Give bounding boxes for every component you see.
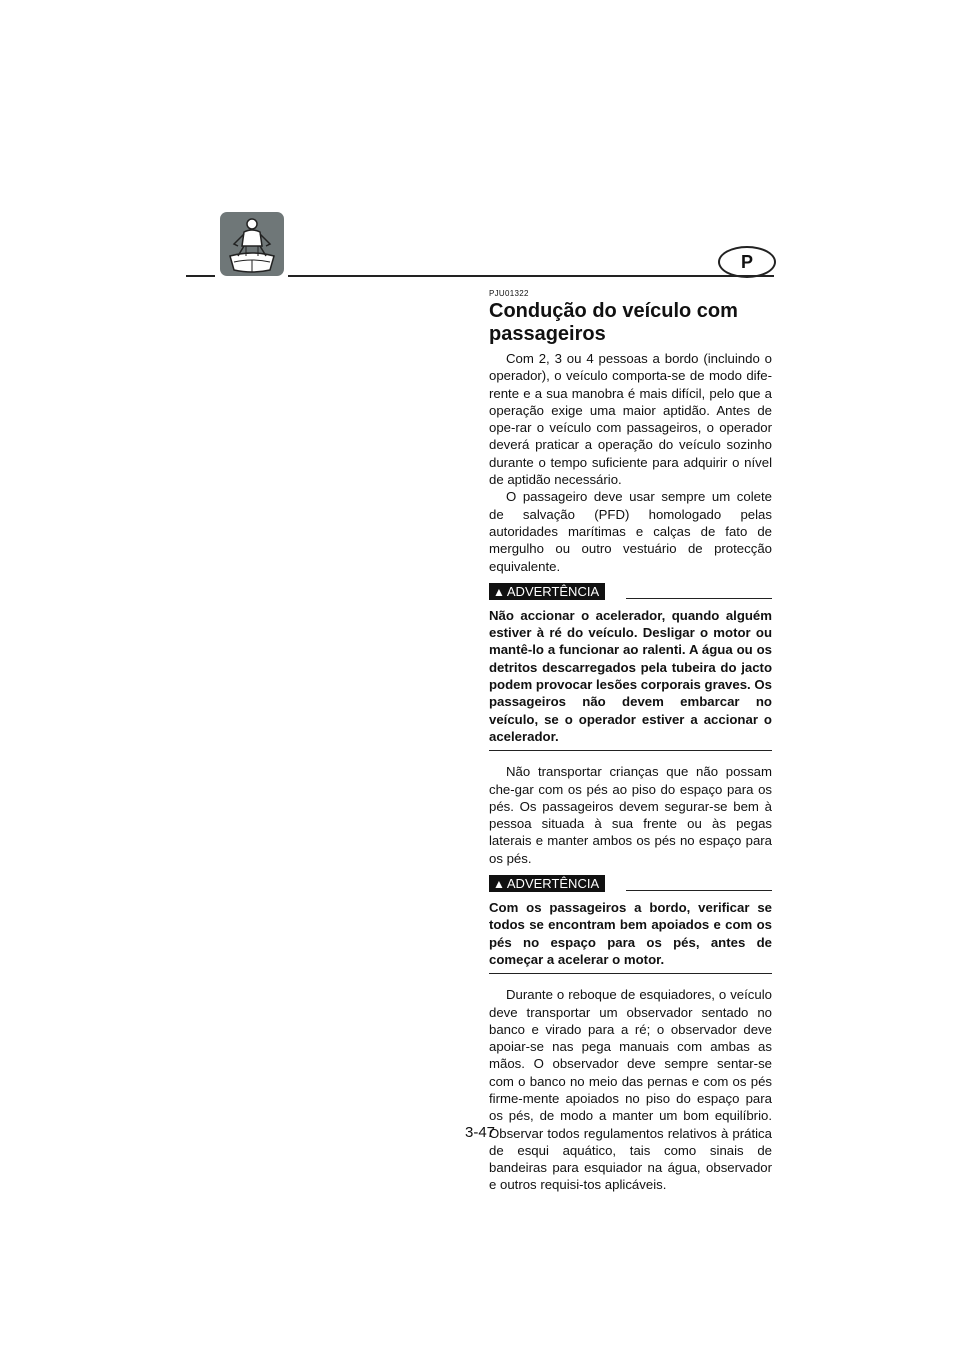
header-rule-right (288, 275, 774, 277)
warning-header-2 (489, 875, 772, 895)
warning-header-1 (489, 583, 772, 603)
warning-text-1: Não accionar o acelerador, quando alguém estiver à ré do veículo. Desligar o motor ou mantê-lo a funcionar ao ralenti. A água ou os detritos descarregados pela tubeira do jacto podem provocar lesões corporais graves. Os passageiros não devem embarcar no veículo, se o operador estiver a accionar o acelerador. (489, 607, 772, 744)
warning-text-2: Com os passageiros a bordo, verificar se todos se encontram bem apoiados e com os pés no espaço para os pés, antes de começar a acelerar o motor. (489, 900, 772, 967)
warning-bottom-rule-1 (489, 750, 772, 751)
paragraph-4: Durante o reboque de esquiadores, o veículo deve transportar um observador sentado no banco e virado para a ré; o observador deve apoiar-se nas pega manuais com ambas as mãos. O observador deve sempre sentar-se com o banco no meio das pernas e com os pés firme-mente apoiados no piso do espaço para os pés, de modo a manter um bom equilíbrio. Observar todos regulamentos relativos à prática de esqui aquático, tais como sinais de bandeiras para esquiador na água, observador e outros requisi-tos aplicáveis. (489, 987, 772, 1193)
warning-header-rule-2 (626, 890, 772, 891)
header-rule-left (186, 275, 215, 277)
warning-badge-1: ▲ ADVERTÊNCIA (489, 583, 605, 600)
warning-header-rule-1 (626, 598, 772, 599)
personal-watercraft-rider-icon (220, 212, 284, 276)
section-code: PJU01322 (489, 289, 529, 298)
paragraph-2: O passageiro deve usar sempre um colete de salvação (PFD) homologado pelas autoridades marítimas e calças de fato de mergulho ou outro vestuário de protecção equivalente. (489, 489, 772, 574)
language-badge: P (718, 246, 776, 278)
page-number: 3-47 (464, 1124, 496, 1141)
warning-triangle-icon: ▲ (493, 584, 505, 599)
warning-bottom-rule-2 (489, 973, 772, 974)
warning-triangle-icon: ▲ (493, 877, 505, 892)
warning-box-1 (489, 583, 772, 751)
warning-box-2 (489, 875, 772, 974)
paragraph-1: Com 2, 3 ou 4 pessoas a bordo (incluindo o operador), o veículo comporta-se de modo dife-rente e a sua manobra é mais difícil, pelo que a operação exige uma maior aptidão. Antes de ope-rar o veículo com passageiros, o operador deverá praticar a operação do veículo sozinho durante o tempo suficiente para adquirir o nível de aptidão necessário. (489, 351, 772, 488)
section-title: Condução do veículo com passageiros (489, 300, 738, 345)
warning-badge-2: ▲ ADVERTÊNCIA (489, 875, 605, 892)
content-column (489, 289, 772, 1194)
paragraph-3: Não transportar crianças que não possam che-gar com os pés ao piso do espaço para os pés. Os passageiros devem segurar-se bem à pessoa situada à sua frente ou às pegas laterais e manter ambos os pés no espaço para os pés. (489, 764, 772, 866)
section-thumbnail (220, 212, 284, 276)
